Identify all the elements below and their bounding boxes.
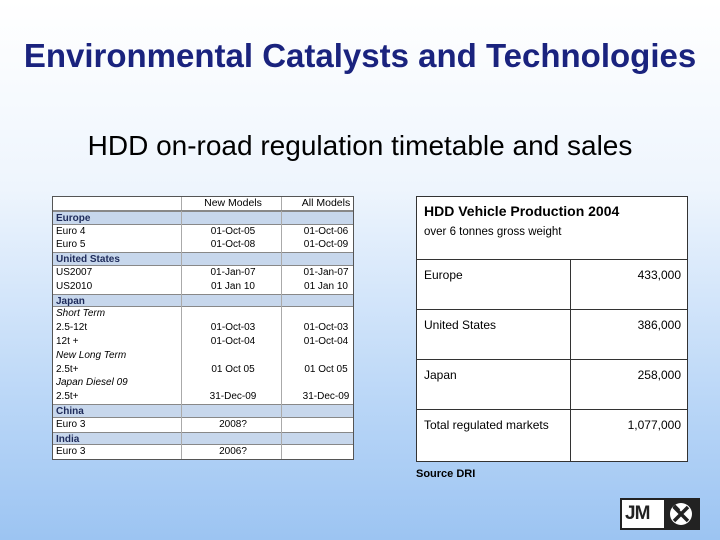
production-value: 258,000 [637,368,681,382]
table-row [53,266,353,280]
table-row [53,418,353,432]
table-row [53,376,353,390]
new-models-cell: 01 Jan 10 [211,280,255,292]
row-label: Euro 3 [56,446,86,458]
column-divider [570,259,571,461]
new-models-cell: 01-Oct-03 [210,322,256,334]
new-models-cell: 01-Oct-04 [210,336,256,347]
header-divider [53,210,353,211]
new-models-cell: 01 Oct 05 [211,363,255,375]
all-models-cell: 01 Jan 10 [304,280,348,292]
all-models-cell: 31-Dec-09 [302,391,350,403]
source-note: Source DRI [416,468,476,480]
row-label: 2.5t+ [56,363,79,375]
production-value: 433,000 [637,268,681,282]
table-row [53,280,353,294]
table-row [53,225,353,239]
header-new-models: New Models [204,197,262,209]
production-label: Total regulated markets [424,418,549,432]
new-models-cell: 31-Dec-09 [209,391,257,403]
row-label: Short Term [56,308,106,320]
table-row [53,363,353,377]
row-label: US2010 [56,280,93,292]
row-label: Euro 4 [56,225,86,237]
region-row [53,294,353,308]
regulation-timetable-table [52,196,354,460]
production-label: Europe [424,268,463,282]
production-value: 386,000 [637,318,681,332]
region-row [53,211,353,225]
logo-text: JM [625,503,650,524]
production-label: Japan [424,368,457,382]
row-label: Euro 5 [56,239,86,251]
all-models-cell: 01-Oct-09 [303,239,349,251]
production-row [417,359,687,409]
column-divider [281,197,282,459]
slide-title: Environmental Catalysts and Technologies [23,37,697,74]
new-models-cell: 01-Jan-07 [210,267,256,278]
all-models-cell: 01-Oct-04 [303,336,349,347]
table-row [53,321,353,335]
jm-logo [620,498,700,530]
production-label: United States [424,318,497,332]
all-models-cell: 01-Oct-03 [303,322,349,334]
all-models-cell: 01-Oct-06 [303,225,349,237]
table-row [53,390,353,404]
region-label: Japan [56,295,85,307]
row-label: 12t + [56,336,79,347]
region-label: Europe [56,212,91,224]
region-label: United States [56,254,120,266]
new-models-cell: 01-Oct-08 [210,239,256,251]
table-row [53,335,353,349]
all-models-cell: 01-Jan-07 [303,267,349,278]
production-table [416,196,688,462]
table-header-row [53,197,353,211]
region-row [53,432,353,446]
column-divider [181,197,182,459]
row-label: New Long Term [56,349,127,361]
row-label: 2.5-12t [56,322,88,334]
table-row [53,445,353,459]
row-label: 2.5t+ [56,391,79,403]
production-value: 1,077,000 [627,418,681,432]
production-row [417,309,687,359]
all-models-cell: 01 Oct 05 [304,363,348,375]
production-note: over 6 tonnes gross weight [424,226,562,238]
new-models-cell: 2006? [219,446,247,458]
production-row [417,259,687,309]
new-models-cell: 2008? [219,418,247,430]
production-title: HDD Vehicle Production 2004 [424,203,620,219]
table-row [53,307,353,321]
row-label: Japan Diesel 09 [56,377,128,389]
row-label: Euro 3 [56,418,86,430]
production-row [417,409,687,459]
table-row [53,238,353,252]
new-models-cell: 01-Oct-05 [210,225,256,237]
region-row [53,252,353,266]
header-all-models: All Models [301,197,351,209]
table-row [53,349,353,363]
row-label: US2007 [56,267,93,278]
region-label: China [56,406,84,417]
slide-subtitle: HDD on-road regulation timetable and sales [87,130,633,161]
region-label: India [56,433,80,445]
logo-emblem-icon [664,500,698,528]
region-row [53,404,353,418]
